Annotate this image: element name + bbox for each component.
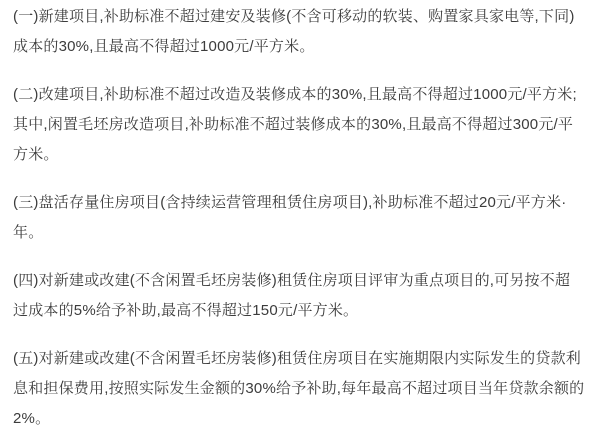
policy-clause-4: (四)对新建或改建(不含闲置毛坯房装修)租赁住房项目评审为重点项目的,可另按不超过成本的5%给予补助,最高不得超过150元/平方米。 — [13, 272, 571, 319]
policy-clause-2: (二)改建项目,补助标准不超过改造及装修成本的30%,且最高不得超过1000元/平方米;其中,闲置毛坯房改造项目,补助标准不超过装修成本的30%,且最高不得超过300元/平方米。 — [13, 86, 577, 163]
policy-clause-3: (三)盘活存量住房项目(含持续运营管理租赁住房项目),补助标准不超过20元/平方米·年。 — [13, 194, 567, 241]
policy-clause-1: (一)新建项目,补助标准不超过建安及装修(不含可移动的软装、购置家具家电等,下同)成本的30%,且最高不得超过1000元/平方米。 — [13, 8, 575, 55]
policy-clause-5: (五)对新建或改建(不含闲置毛坯房装修)租赁住房项目在实施期限内实际发生的贷款利息和担保费用,按照实际发生金额的30%给予补助,每年最高不超过项目当年贷款余额的2%。 — [13, 350, 585, 427]
